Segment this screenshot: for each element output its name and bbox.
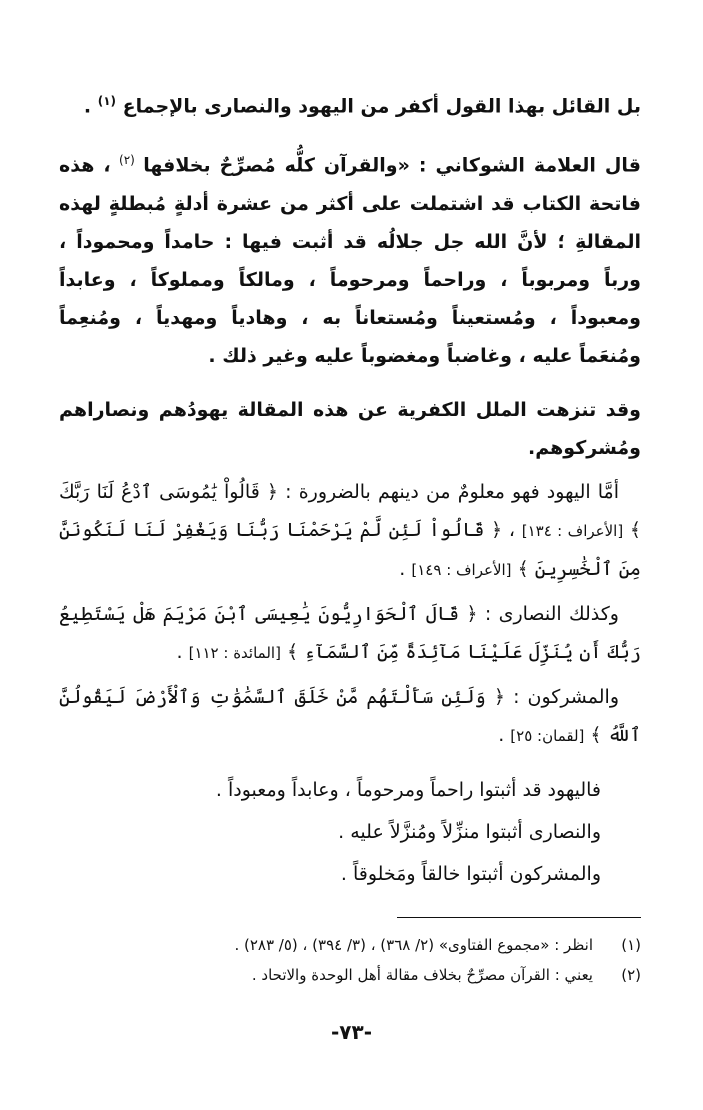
summary-line-1: فاليهود قد أثبتوا راحماً ومرحوماً ، وعابداً ومعبوداً . bbox=[215, 778, 601, 801]
footnote-divider bbox=[397, 917, 641, 918]
verse-reference-1: [الأعراف : ١٣٤] bbox=[521, 521, 624, 540]
footnotes bbox=[59, 930, 641, 990]
verse-reference-4: [لقمان: ٢٥] bbox=[510, 726, 585, 745]
quran-verse-3: ﴿ قَالَ ٱلْحَوَارِيُّونَ يَٰعِيسَى ٱبْنَ مَرْيَمَ هَلْ يَسْتَطِيعُ رَبُّكَ أَن يُنَزِّلَ عَلَيْنَا مَآئِدَةً مِّنَ ٱلسَّمَآءِ ﴾ bbox=[59, 602, 641, 663]
paragraph-2-body: ، هذه فاتحة الكتاب قد اشتملت على أكثر من عشرة أدلةٍ مُبطلةٍ لهذه المقالةِ ؛ لأنَّ الله جل جلالُه قد أثبت فيها : حامداً ومحموداً ، ورباً ومربوباً ، وراحماً ومرحوماً ، ومالكاً ومملوكاً ، وعابداً ومعبوداً ، ومُستعيناً ومُستعاناً به ، وهادياً ومهدياً ، ومُنعِماً ومُنعَماً عليه ، وغاضباً ومغضوباً عليه وغير ذلك . bbox=[59, 154, 641, 367]
paragraph-3 bbox=[59, 391, 641, 467]
paragraph-4-lead: أمَّا اليهود فهو معلومٌ من دينهم بالضرورة : bbox=[285, 480, 619, 503]
footnote-ref-1: (١) bbox=[97, 94, 117, 108]
paragraph-5-lead: وكذلك النصارى : bbox=[484, 602, 619, 625]
page-number: -٧٣- bbox=[330, 1020, 373, 1044]
footnote-1-number: (١) bbox=[621, 936, 641, 954]
footnote-2-number: (٢) bbox=[621, 966, 641, 984]
summary-line-3: والمشركون أثبتوا خالقاً ومَخلوقاً . bbox=[340, 862, 601, 885]
paragraph-4-end: . bbox=[399, 557, 406, 580]
paragraph-6 bbox=[59, 678, 641, 755]
quran-verse-2: ﴿ قَالُواْ لَئِن لَّمْ يَرْحَمْنَا رَبُّنَا وَيَغْفِرْ لَنَا لَنَكُونَنَّ مِنَ ٱلْخَٰسِرِينَ ﴾ bbox=[59, 518, 641, 580]
summary-line-2: والنصارى أثبتوا منزِّلاً ومُنزَّلاً عليه . bbox=[338, 820, 601, 843]
paragraph-5 bbox=[59, 595, 641, 672]
footnote-1-text: انظر : «مجموع الفتاوى» (٢/ ٣٦٨) ، (٣/ ٣٩٤) ، (٥/ ٢٨٣) . bbox=[234, 936, 593, 954]
paragraph-1 bbox=[59, 82, 641, 125]
paragraph-2 bbox=[59, 141, 641, 374]
paragraph-1-end: . bbox=[83, 95, 92, 118]
paragraph-6-lead: والمشركون : bbox=[513, 685, 619, 708]
footnote-ref-2: (٢) bbox=[119, 153, 135, 168]
footnote-2 bbox=[59, 960, 641, 990]
quran-verse-4: ﴿ وَلَئِن سَأَلْتَهُم مَّنْ خَلَقَ ٱلسَّمَٰوَٰتِ وَٱلْأَرْضَ لَيَقُولُنَّ ٱللَّهُ ﴾ bbox=[59, 685, 641, 746]
footnote-1 bbox=[59, 930, 641, 960]
paragraph-1-text: بل القائل بهذا القول أكفر من اليهود والنصارى بالإجماع bbox=[122, 95, 641, 118]
paragraph-3-text: وقد تنزهت الملل الكفرية عن هذه المقالة يهودُهم ونصاراهم ومُشركوهم. bbox=[59, 398, 641, 459]
separator: ، bbox=[508, 518, 516, 541]
footnote-2-text: يعني : القرآن مصرِّحٌ بخلاف مقالة أهل الوحدة والاتحاد . bbox=[251, 966, 593, 984]
verse-reference-3: [المائدة : ١١٢] bbox=[188, 643, 281, 662]
paragraph-5-end: . bbox=[176, 640, 183, 663]
paragraph-6-end: . bbox=[498, 723, 505, 746]
paragraph-2-lead: قال العلامة الشوكاني : «والقرآن كلُّه مُصرِّحٌ بخلافها bbox=[143, 154, 641, 177]
quran-verse-1: ﴿ قَالُواْ يَٰمُوسَى ٱدْعُ لَنَا رَبَّكَ ﴾ bbox=[59, 480, 642, 541]
verse-reference-2: [الأعراف : ١٤٩] bbox=[411, 560, 512, 579]
main-text bbox=[59, 82, 641, 897]
paragraph-4 bbox=[59, 473, 641, 589]
